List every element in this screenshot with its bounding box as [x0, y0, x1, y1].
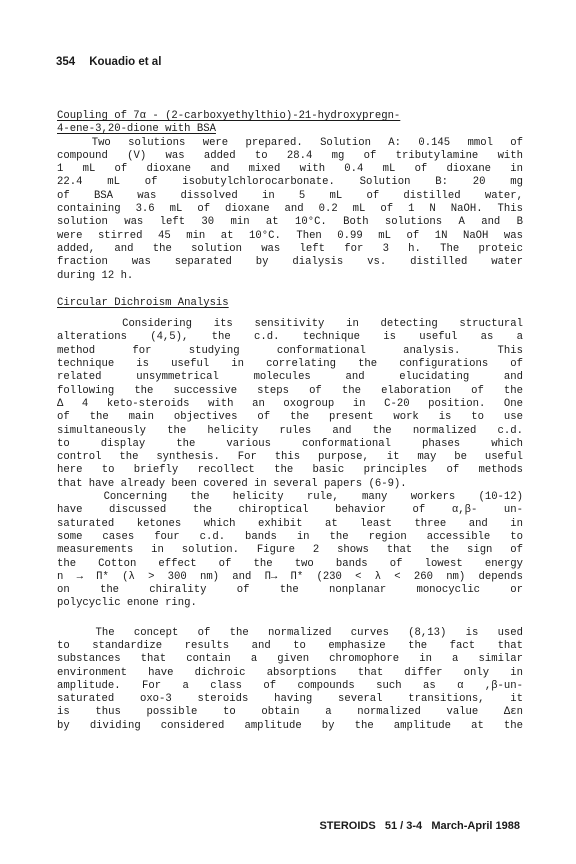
text-line: were stirred 45 min at 10°C. Then 0.99 mL of 1N NaOH was	[57, 229, 523, 242]
text-line: measurements in solution. Figure 2 shows that the sign of	[57, 544, 523, 557]
text-line: amplitude. For a class of compounds such as α ,β-un-	[57, 679, 523, 692]
article-body	[57, 110, 523, 733]
section-title-line-1: Coupling of 7α - (2-carboxyethylthio)-21-hydroxypregn-	[57, 110, 401, 122]
text-line: Two solutions were prepared. Solution A: 0.145 mmol of	[57, 136, 523, 149]
section-cd-analysis	[57, 297, 523, 733]
cd-paragraph-1	[57, 318, 523, 491]
running-author: Kouadio et al	[89, 56, 162, 68]
journal-date: March-April 1988	[431, 820, 520, 832]
text-line: have discussed the chiroptical behavior of α,β- un-	[57, 504, 523, 517]
text-line: n → Π* (λ > 300 nm) and Π→ Π* (230 < λ < 260 nm) depends	[57, 570, 523, 583]
section-title-line-2: 4-ene-3,20-dione with BSA	[57, 123, 216, 136]
text-line: related unsymmetrical molecules and elucidating and	[57, 371, 523, 384]
text-line: on the chirality of the nonplanar monocyclic or	[57, 584, 523, 597]
text-line: some cases four c.d. bands in the region accessible to	[57, 530, 523, 543]
text-line: saturated oxo-3 steroids having several transitions, it	[57, 693, 523, 706]
text-line: environment have dichroic absorptions that differ only in	[57, 666, 523, 679]
section-coupling-paragraph	[57, 137, 523, 283]
text-line: following the successive steps of the elaboration of the	[57, 384, 523, 397]
text-line: substances that contain a given chromophore in a similar	[57, 653, 523, 666]
section-coupling	[57, 110, 523, 283]
text-line: to standardize results and to emphasize the fact that	[57, 639, 523, 652]
journal-volume: 51 / 3-4	[384, 820, 423, 832]
text-line: 22.4 mL of isobutylchlorocarbonate. Solution B: 20 mg	[57, 176, 523, 189]
text-line: fraction was separated by dialysis vs. distilled water	[57, 256, 523, 269]
text-line: containing 3.6 mL of dioxane and 0.2 mL of 1 N NaOH. This	[57, 203, 523, 216]
text-line: alterations (4,5), the c.d. technique is useful as a	[57, 331, 523, 344]
journal-name: STEROIDS	[319, 820, 376, 832]
text-line: saturated ketones which exhibit at least three and in	[57, 517, 523, 530]
text-line: The concept of the normalized curves (8,13) is used	[57, 626, 523, 639]
text-line: of BSA was dissolved in 5 mL of distilled water,	[57, 189, 523, 202]
text-line: Δ 4 keto-steroids with an oxogroup in C-20 position. One	[57, 397, 523, 410]
section-title: Circular Dichroism Analysis	[57, 296, 229, 309]
text-line: that have already been covered in several papers (6-9).	[57, 477, 407, 490]
cd-paragraph-2	[57, 491, 523, 611]
text-line: compound (V) was added to 28.4 mg of tributylamine with	[57, 149, 523, 162]
text-line: added, and the solution was left for 3 h. The proteic	[57, 242, 523, 255]
text-line: here to briefly recollect the basic principles of methods	[57, 464, 523, 477]
text-line: simultaneously the helicity rules and the normalized c.d.	[57, 424, 523, 437]
cd-paragraph-3	[57, 627, 523, 733]
running-footer	[319, 820, 520, 832]
text-line: the Cotton effect of the two bands of lowest energy	[57, 557, 523, 570]
running-header	[56, 56, 161, 68]
text-line: 1 mL of dioxane and mixed with 0.4 mL of dioxane in	[57, 163, 523, 176]
text-line: is thus possible to obtain a normalized value Δεn	[57, 706, 523, 719]
page-number: 354	[56, 56, 76, 68]
text-line: during 12 h.	[57, 269, 134, 282]
text-line: technique is useful in correlating the configurations of	[57, 358, 523, 371]
text-line: polycyclic enone ring.	[57, 597, 197, 610]
text-line: to display the various conformational phases which	[57, 437, 523, 450]
text-line: method for studying conformational analysis. This	[57, 344, 523, 357]
text-line: Considering its sensitivity in detecting structural	[57, 318, 523, 331]
text-line: of the main objectives of the present work is to use	[57, 411, 523, 424]
text-line: control the synthesis. For this purpose, it may be useful	[57, 451, 523, 464]
text-line: by dividing considered amplitude by the amplitude at the	[57, 719, 523, 732]
text-line: Concerning the helicity rule, many workers (10-12)	[57, 491, 523, 504]
text-line: solution was left 30 min at 10°C. Both solutions A and B	[57, 216, 523, 229]
